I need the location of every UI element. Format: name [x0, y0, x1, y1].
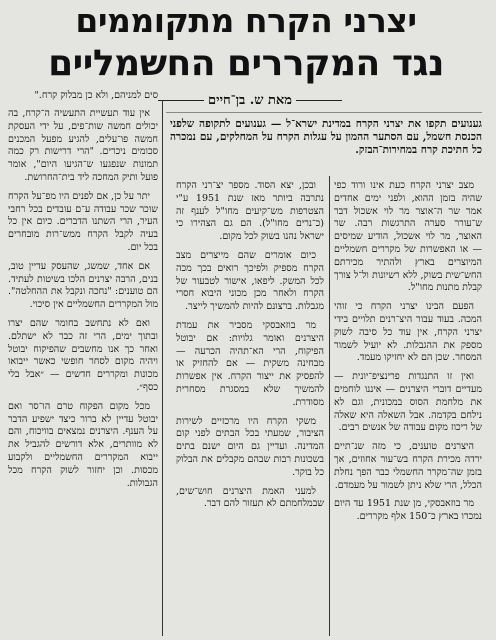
column-paragraph: ואין זו התנגדות פרינציפ־יונית — מעדיים דוברי היצרנים — איננו לוחמים את מלחמת הסוס במכונית, וגם לא נילחם בקדמה. אבל השאלה היא שאלה של ריכוז מקום עבודה של אנשים רבים.	[334, 371, 482, 434]
column-paragraph: כיום אומרים שהם מייצרים מצב הקרח מספיק ולפיכך רואים בכך מכה לכל המשק. ליפאו, אישור לטבעור של הקרח ולאחר מכן מכוני היבוא חסרי מגבלות. ברצונם להיות להמשיך לייצר.	[176, 249, 324, 313]
column-paragraph: מר בוזאבסקי, מן שנת 1951 עד היום נמכרו בארץ כ־150 אלף מקררים.	[334, 498, 482, 523]
article-column-left	[8, 108, 158, 635]
left-column-top-fragment: סים למניהם, ולא כן מבלוק קרח."	[34, 90, 158, 101]
byline	[154, 92, 346, 108]
column-paragraph: למעני האמת היצרנים חוש־שים, שבמלחמתם לא תעזור להם דבר.	[176, 485, 324, 510]
headline-line-1: יצרני הקרח מתקוממים	[75, 1, 417, 40]
byline-dash-left	[158, 100, 204, 101]
column-paragraph: מכל מקום הפקוח טרם הו־סר ואם יבוטל עדיין לא ברור כיצד ישפיע הדבר על הענף. היצרנים נמצאים בוויכוח, והם לא מוותרים, אלא דורשים להגביל את ייבוא המקררים החשמליים ולקבוע מכסות. וכן יחזור לשוק הקרח מכל הגבולות.	[8, 400, 158, 489]
lede-paragraph: גענועים תקפו את יצרני הקרח במדינת ישרא־ל — גענועים לתקופה שלפני הכנסת חשמל, עם הסתער ההמון על עגלות הקרח על המחלקים, עם נמכרה כל חתיכת קרח במחירות־הבזק.	[170, 118, 482, 157]
column-rule-left	[162, 100, 163, 636]
column-paragraph: מר בוזאבסקי מסביר את עמדת היצרנים ואומר גלויות: אם יבוטל הפיקוח, הרי הא־תהיה הכרעה — מבחינה משקית — אם להחזיק או להפסיק את ייצור הקרח. אין אפשרות להמשיך שלא במסגרת מסחרית מסודרת.	[176, 319, 324, 408]
column-paragraph: היצרנים טוענים, כי מזה שנ־תיים ירדה מכירת הקרח בש־עור אחוזים, אך בזמן שה־מקרר החשמלי כבר הפך נחלת הכלל, הרי שלא ניתן לשמור על מעמדם.	[334, 441, 482, 491]
column-paragraph: יתר על כן, אם לפנים היו מפ־על הקרח שוכר שכר עבודה ע־ם עובדים בכל רחבי העיר, הרי השתנו הדברים. כיום אין כל בעיה לקבל הקרח ממש־רות מובחרים בכל יום.	[8, 190, 158, 253]
article-column-right	[334, 180, 482, 635]
byline-dash-right	[296, 100, 342, 101]
article-column-middle	[176, 180, 324, 635]
column-rule-right	[329, 176, 330, 636]
column-paragraph: אם אחד, שמשג, שהעסק עדיין טוב, בנים, הרבה יצרנים הלכו בשיטות לעתיד. הם טוענים: "נחכה ונקבל את ההחלטה". מול המקררים החשמליים אין סיכוי.	[8, 260, 158, 311]
column-paragraph: משקי הקרח היו מרכזיים לשירות הציבור, שמעתי בכל הבתים לפני קום המדינה. ועדיין גם היום ישנם בתים בשכונות רבות שבהם מקבלים את הבלוק כל בוקר.	[176, 415, 324, 478]
lede-rule	[166, 112, 482, 113]
byline-text: מאת ש. בן־חיים	[208, 93, 292, 108]
column-paragraph: אין עוד תעשיית התעשיה ה־קרח, בה יכולים חמשה שות־פים, על ידי העסקת חמשה פו־עלים, להגיע מפעל המכנים סכומים ניכרים. "הרי דרישות רק כמה תמונות שנפגעו ש־הגיעו היום", אומר פועל ותיק המחכה ליד בית־החרושת.	[8, 108, 158, 183]
column-paragraph: מצב יצרני הקרח כעת אינו ורוד כפי שהיה בזמן ההוא, ולפני ימים אחדים אמר שר ה־אוצר מר לוי אשכול דבר ש־עורר סערה התרגשות רבה. שר האוצר, מר לוי אשכול, הודיע שמיסים — או האפשרות של מקררים חשמליים המיוצרים בארץ ולהתיר מכירתם החש־שית בשוק, ללא רשיונות ול־ל צורך קבלת מתנות מחו"ל.	[334, 180, 482, 294]
column-paragraph: הפעם הבינו יצרני הקרח כי זוהי המכה. בעוד עבור היצ־רנים תלויים בידי יצרני הקרח, אין עוד כל סיבה לשוק מספק את ההגבלות. לא יועיל לשמור המסחר. שכן הם לא יחזיקו מעמד.	[334, 301, 482, 364]
column-paragraph: ובכן, יצא הסוד. מספר יצ־רני הקרח נתרבה ביותר מאז שנת 1951 ע"י הצטרפות מש־קיעים מחו"ל לענף זה (כ־נרים מחו"ל). הם גם הצהירו כי ישראל נהנו בשוק לכל מקום.	[176, 180, 324, 243]
headline-line-2: נגד המקררים החשמליים	[48, 43, 444, 84]
column-paragraph: ואם לא נתחשב בחומר שהם יצרו ובתוך ימים, הרי זה כבר לא ישתלם. ואחר כך אנו מחשבים שהפיקוח יבוטל ויהיה מקום לסחר חופשי כאשר ייבואו מכונות ומקררים חדשים — ״אבל בלי כסף״.	[8, 317, 158, 393]
